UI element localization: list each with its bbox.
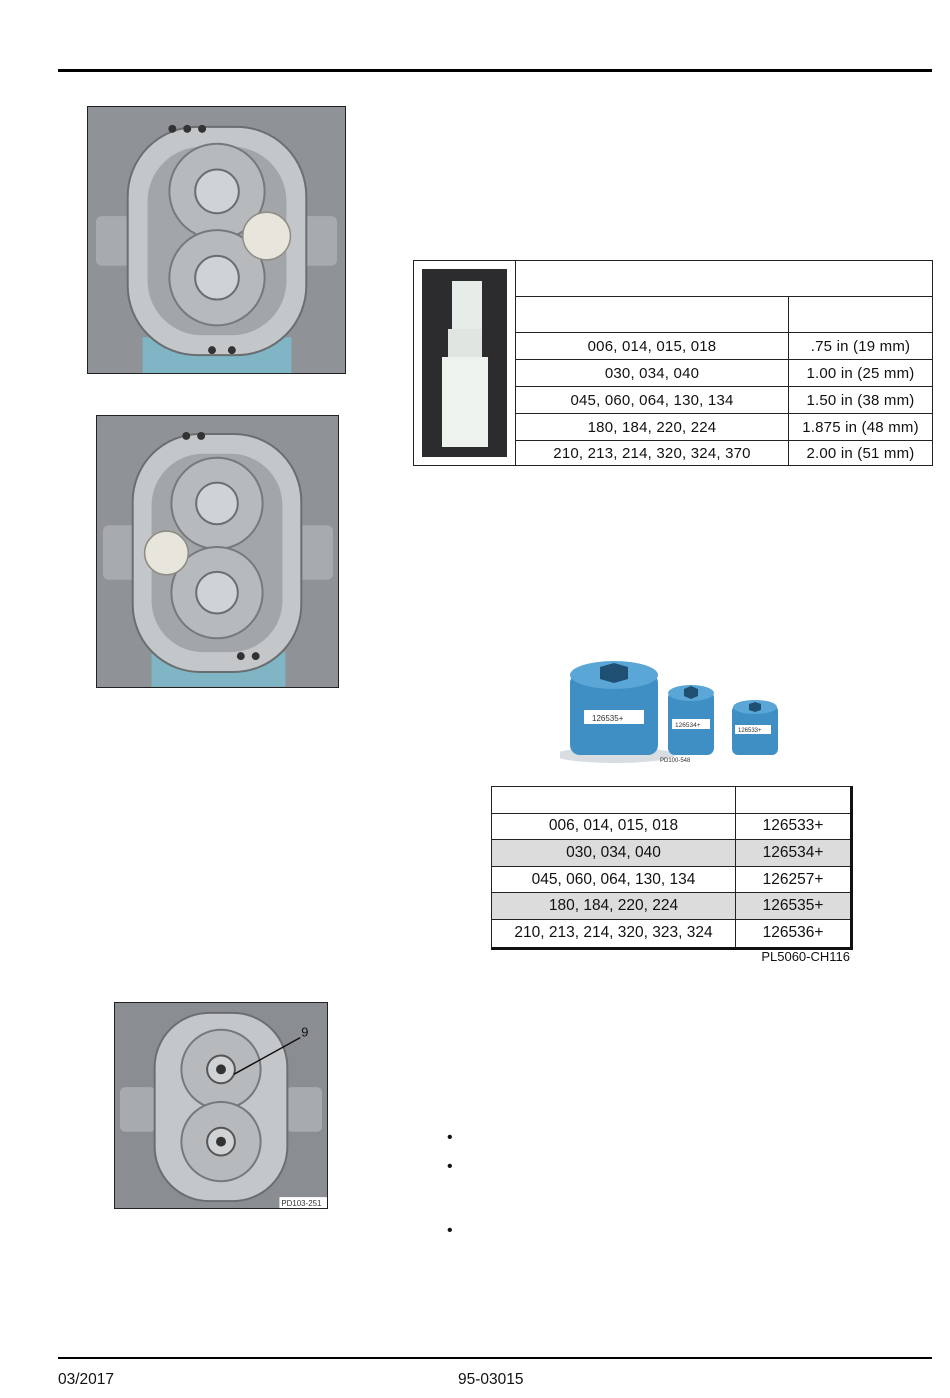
- part-number-cell: 126536+: [762, 924, 824, 942]
- table-row: [516, 387, 932, 414]
- socket-set-photo: [560, 655, 800, 765]
- wrench-table-header-row: [516, 297, 932, 333]
- wrench-table-header-top: [516, 261, 932, 297]
- small-socket-label: 126533+: [738, 728, 762, 734]
- table-row: [492, 867, 850, 894]
- medium-socket-label: 126534+: [675, 722, 701, 729]
- footer-rule: [58, 1357, 932, 1359]
- size-cell: .75 in (19 mm): [810, 337, 911, 355]
- socket-table-header-row: [492, 787, 850, 814]
- models-cell: 006, 014, 015, 018: [492, 814, 736, 840]
- socket-set-illustration: [560, 655, 800, 765]
- socket-table-header-models: [492, 787, 736, 813]
- nylon-wrench-illustration: [422, 269, 508, 459]
- part-number-cell: 126534+: [762, 843, 824, 861]
- bullet-point: •: [447, 1222, 453, 1239]
- large-socket-label: 126535+: [592, 714, 624, 723]
- shaft-wrench-photo: [414, 261, 516, 465]
- socket-table-header-part: [736, 787, 850, 813]
- table-row: [516, 333, 932, 360]
- table-row: [516, 360, 932, 387]
- pump-illustration: [88, 107, 345, 373]
- socket-table-caption: PL5060-CH116: [761, 949, 850, 964]
- socket-part-number-table: [491, 786, 853, 950]
- part-number-cell: 126535+: [762, 897, 824, 915]
- pump-photo-top-lobe-blocked: [87, 106, 346, 374]
- wrench-table-grid: [516, 261, 932, 465]
- part-number-cell: 126533+: [762, 817, 824, 835]
- shaft-wrench-size-table: [413, 260, 933, 466]
- models-cell: 030, 034, 040: [492, 840, 736, 866]
- models-cell: 030, 034, 040: [516, 360, 789, 386]
- wrench-table-header-size: [789, 297, 932, 332]
- bullet-point: •: [447, 1158, 453, 1175]
- table-row: [492, 893, 850, 920]
- size-cell: 2.00 in (51 mm): [806, 444, 915, 462]
- table-row: [492, 920, 850, 947]
- size-cell: 1.00 in (25 mm): [806, 364, 915, 382]
- table-row: [492, 840, 850, 867]
- pump-photo-rotor-nut: [114, 1002, 328, 1209]
- bullet-point: •: [447, 1129, 453, 1146]
- pump-illustration: [115, 1003, 327, 1208]
- models-cell: 180, 184, 220, 224: [516, 414, 789, 440]
- photo-code: PD103-251: [281, 1199, 322, 1208]
- table-row: [516, 414, 932, 441]
- models-cell: 006, 014, 015, 018: [516, 333, 789, 359]
- part-number-cell: 126257+: [762, 870, 824, 888]
- pump-illustration: [97, 416, 338, 687]
- table-row: [492, 814, 850, 841]
- header-rule: [58, 69, 932, 72]
- models-cell: 210, 213, 214, 320, 324, 370: [516, 441, 789, 465]
- models-cell: 210, 213, 214, 320, 323, 324: [492, 920, 736, 947]
- socket-photo-code: PD100-548: [660, 758, 691, 764]
- footer-doc-number: 95-03015: [458, 1371, 524, 1388]
- table-row: [516, 441, 932, 465]
- models-cell: 045, 060, 064, 130, 134: [492, 867, 736, 893]
- models-cell: 180, 184, 220, 224: [492, 893, 736, 919]
- size-cell: 1.875 in (48 mm): [802, 418, 919, 436]
- models-cell: 045, 060, 064, 130, 134: [516, 387, 789, 413]
- size-cell: 1.50 in (38 mm): [806, 391, 915, 409]
- pump-photo-bottom-lobe-blocked: [96, 415, 339, 688]
- callout-number: 9: [301, 1024, 309, 1040]
- wrench-table-header-models: [516, 297, 789, 332]
- footer-date: 03/2017: [58, 1371, 115, 1388]
